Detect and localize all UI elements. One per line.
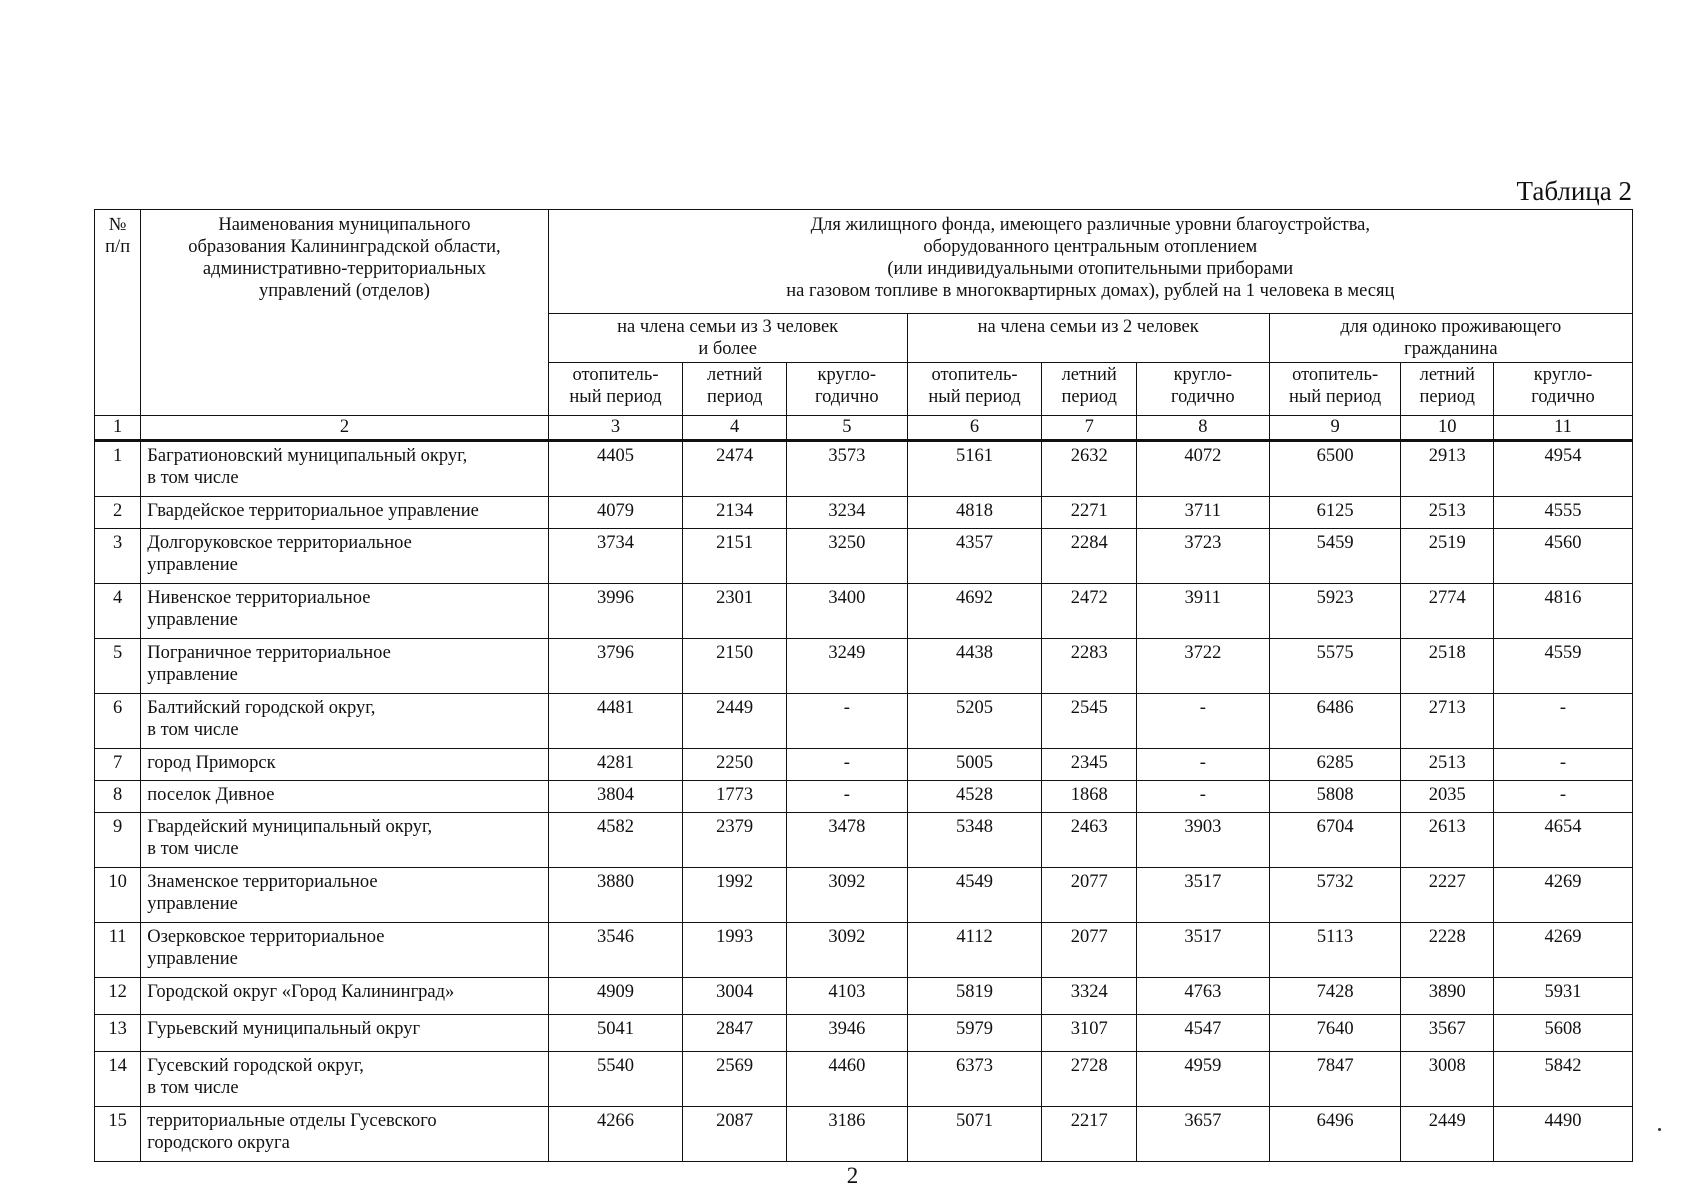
table-row: [95, 497, 1633, 529]
table-label: Таблица 2: [1516, 176, 1632, 206]
column-number: 3: [548, 416, 683, 441]
value-cell: 4560: [1494, 529, 1633, 584]
municipality-name: Гусевский городской округ, в том числе: [141, 1052, 548, 1107]
header-heating-period: отопитель- ный период: [548, 363, 683, 416]
value-cell: 4112: [907, 923, 1042, 978]
value-cell: 4547: [1136, 1015, 1269, 1052]
value-cell: 3573: [786, 441, 907, 497]
header-year-round: кругло- годично: [786, 363, 907, 416]
value-cell: 4816: [1494, 584, 1633, 639]
value-cell: 2077: [1042, 923, 1137, 978]
value-cell: 3250: [786, 529, 907, 584]
value-cell: 5041: [548, 1015, 683, 1052]
value-cell: 2077: [1042, 868, 1137, 923]
value-cell: 3567: [1401, 1015, 1494, 1052]
value-cell: -: [1136, 694, 1269, 749]
value-cell: 4490: [1494, 1107, 1633, 1162]
table-row: [95, 813, 1633, 868]
value-cell: 4266: [548, 1107, 683, 1162]
municipality-name: Пограничное территориальное управление: [141, 639, 548, 694]
value-cell: -: [786, 781, 907, 813]
value-cell: 4072: [1136, 441, 1269, 497]
value-cell: 4481: [548, 694, 683, 749]
value-cell: 6496: [1269, 1107, 1401, 1162]
value-cell: 3723: [1136, 529, 1269, 584]
value-cell: 3546: [548, 923, 683, 978]
value-cell: 4460: [786, 1052, 907, 1107]
column-number: 10: [1401, 416, 1494, 441]
header-heating-period: отопитель- ный период: [907, 363, 1042, 416]
value-cell: 4582: [548, 813, 683, 868]
value-cell: 3996: [548, 584, 683, 639]
value-cell: 3804: [548, 781, 683, 813]
value-cell: 2569: [683, 1052, 787, 1107]
value-cell: 4281: [548, 749, 683, 781]
value-cell: 3107: [1042, 1015, 1137, 1052]
row-number: 12: [95, 978, 141, 1015]
value-cell: 2463: [1042, 813, 1137, 868]
column-number: 8: [1136, 416, 1269, 441]
value-cell: -: [786, 749, 907, 781]
value-cell: 1992: [683, 868, 787, 923]
row-number: 7: [95, 749, 141, 781]
value-cell: -: [1136, 749, 1269, 781]
value-cell: 4357: [907, 529, 1042, 584]
municipality-name: Озерковское территориальное управление: [141, 923, 548, 978]
value-cell: 2472: [1042, 584, 1137, 639]
value-cell: 2713: [1401, 694, 1494, 749]
value-cell: 4103: [786, 978, 907, 1015]
column-number: 5: [786, 416, 907, 441]
municipality-name: Гвардейский муниципальный округ, в том числе: [141, 813, 548, 868]
value-cell: 2271: [1042, 497, 1137, 529]
value-cell: 4405: [548, 441, 683, 497]
value-cell: 5931: [1494, 978, 1633, 1015]
value-cell: 3946: [786, 1015, 907, 1052]
header-year-round: кругло- годично: [1136, 363, 1269, 416]
value-cell: 3517: [1136, 868, 1269, 923]
column-number-row: [95, 416, 1633, 441]
value-cell: 3796: [548, 639, 683, 694]
table-row: [95, 868, 1633, 923]
value-cell: 3400: [786, 584, 907, 639]
value-cell: 4528: [907, 781, 1042, 813]
municipality-name: Багратионовский муниципальный округ, в том числе: [141, 441, 548, 497]
value-cell: 3092: [786, 923, 907, 978]
value-cell: 5540: [548, 1052, 683, 1107]
value-cell: 2250: [683, 749, 787, 781]
municipality-name: Гвардейское территориальное управление: [141, 497, 548, 529]
row-number: 3: [95, 529, 141, 584]
value-cell: 5819: [907, 978, 1042, 1015]
row-number: 4: [95, 584, 141, 639]
value-cell: 2728: [1042, 1052, 1137, 1107]
value-cell: 2518: [1401, 639, 1494, 694]
value-cell: 2632: [1042, 441, 1137, 497]
value-cell: 4654: [1494, 813, 1633, 868]
header-name: Наименования муниципального образования Калининградской области, административно-территориальных управлений (отделов): [141, 210, 548, 416]
value-cell: 6486: [1269, 694, 1401, 749]
municipality-name: Балтийский городской округ, в том числе: [141, 694, 548, 749]
value-cell: 3517: [1136, 923, 1269, 978]
value-cell: 3890: [1401, 978, 1494, 1015]
column-number: 2: [141, 416, 548, 441]
column-number: 7: [1042, 416, 1137, 441]
table-row: [95, 923, 1633, 978]
value-cell: 6704: [1269, 813, 1401, 868]
value-cell: 5979: [907, 1015, 1042, 1052]
value-cell: 3722: [1136, 639, 1269, 694]
value-cell: 3092: [786, 868, 907, 923]
value-cell: 7428: [1269, 978, 1401, 1015]
value-cell: 2151: [683, 529, 787, 584]
value-cell: 2449: [1401, 1107, 1494, 1162]
table-row: [95, 529, 1633, 584]
header-summer-period: летний период: [1042, 363, 1137, 416]
value-cell: 3249: [786, 639, 907, 694]
row-number: 15: [95, 1107, 141, 1162]
municipality-name: поселок Дивное: [141, 781, 548, 813]
value-cell: 2134: [683, 497, 787, 529]
municipality-name: территориальные отделы Гусевского городского округа: [141, 1107, 548, 1162]
value-cell: 2513: [1401, 749, 1494, 781]
value-cell: 5205: [907, 694, 1042, 749]
value-cell: 2913: [1401, 441, 1494, 497]
header-main: Для жилищного фонда, имеющего различные уровни благоустройства, оборудованного центральным отоплением (или индивидуальными отопительными приборами на газовом топливе в многоквартирных домах), рублей на 1 человека в месяц: [548, 210, 1632, 314]
value-cell: 3880: [548, 868, 683, 923]
row-number: 10: [95, 868, 141, 923]
municipality-name: Долгоруковское территориальное управление: [141, 529, 548, 584]
value-cell: 4954: [1494, 441, 1633, 497]
value-cell: 3478: [786, 813, 907, 868]
column-number: 1: [95, 416, 141, 441]
value-cell: 4549: [907, 868, 1042, 923]
value-cell: 2774: [1401, 584, 1494, 639]
row-number: 1: [95, 441, 141, 497]
value-cell: 2227: [1401, 868, 1494, 923]
value-cell: 4269: [1494, 868, 1633, 923]
value-cell: -: [1494, 749, 1633, 781]
value-cell: 7640: [1269, 1015, 1401, 1052]
header-year-round: кругло- годично: [1494, 363, 1633, 416]
value-cell: 5071: [907, 1107, 1042, 1162]
table-row: [95, 694, 1633, 749]
value-cell: 3004: [683, 978, 787, 1015]
value-cell: 4559: [1494, 639, 1633, 694]
value-cell: 2847: [683, 1015, 787, 1052]
row-number: 2: [95, 497, 141, 529]
table-row: [95, 978, 1633, 1015]
value-cell: 1868: [1042, 781, 1137, 813]
value-cell: 2513: [1401, 497, 1494, 529]
table-row: [95, 441, 1633, 497]
table-row: [95, 1015, 1633, 1052]
value-cell: 4079: [548, 497, 683, 529]
value-cell: 3911: [1136, 584, 1269, 639]
value-cell: 5842: [1494, 1052, 1633, 1107]
value-cell: 2545: [1042, 694, 1137, 749]
municipality-name: город Приморск: [141, 749, 548, 781]
value-cell: 3734: [548, 529, 683, 584]
value-cell: 5161: [907, 441, 1042, 497]
value-cell: -: [786, 694, 907, 749]
value-cell: 4959: [1136, 1052, 1269, 1107]
column-number: 11: [1494, 416, 1633, 441]
value-cell: 3711: [1136, 497, 1269, 529]
value-cell: 2217: [1042, 1107, 1137, 1162]
value-cell: 5608: [1494, 1015, 1633, 1052]
value-cell: 2379: [683, 813, 787, 868]
municipality-name: Знаменское территориальное управление: [141, 868, 548, 923]
header-summer-period: летний период: [1401, 363, 1494, 416]
value-cell: 4692: [907, 584, 1042, 639]
page-number: 2: [846, 1163, 859, 1188]
table-row: [95, 639, 1633, 694]
value-cell: 5005: [907, 749, 1042, 781]
municipality-name: Городской округ «Город Калининград»: [141, 978, 548, 1015]
value-cell: 4763: [1136, 978, 1269, 1015]
value-cell: 3234: [786, 497, 907, 529]
value-cell: 6285: [1269, 749, 1401, 781]
value-cell: 5923: [1269, 584, 1401, 639]
value-cell: 5732: [1269, 868, 1401, 923]
value-cell: 2150: [683, 639, 787, 694]
municipality-name: Нивенское территориальное управление: [141, 584, 548, 639]
header-group-single: для одиноко проживающего гражданина: [1269, 314, 1632, 363]
row-number: 9: [95, 813, 141, 868]
header-group-2: на члена семьи из 2 человек: [907, 314, 1269, 363]
header-heating-period: отопитель- ный период: [1269, 363, 1401, 416]
table-row: [95, 749, 1633, 781]
table-row: [95, 781, 1633, 813]
value-cell: 1773: [683, 781, 787, 813]
value-cell: 6500: [1269, 441, 1401, 497]
column-number: 4: [683, 416, 787, 441]
value-cell: 7847: [1269, 1052, 1401, 1107]
value-cell: 4269: [1494, 923, 1633, 978]
value-cell: 2449: [683, 694, 787, 749]
column-number: 9: [1269, 416, 1401, 441]
value-cell: 1993: [683, 923, 787, 978]
value-cell: 5808: [1269, 781, 1401, 813]
value-cell: 2301: [683, 584, 787, 639]
table-row: [95, 1052, 1633, 1107]
scan-speck: [1658, 1128, 1661, 1131]
row-number: 14: [95, 1052, 141, 1107]
value-cell: 2087: [683, 1107, 787, 1162]
value-cell: 2284: [1042, 529, 1137, 584]
value-cell: 3186: [786, 1107, 907, 1162]
value-cell: 4555: [1494, 497, 1633, 529]
row-number: 8: [95, 781, 141, 813]
value-cell: -: [1494, 781, 1633, 813]
value-cell: 5348: [907, 813, 1042, 868]
column-number: 6: [907, 416, 1042, 441]
value-cell: 2345: [1042, 749, 1137, 781]
value-cell: 4438: [907, 639, 1042, 694]
header-summer-period: летний период: [683, 363, 787, 416]
value-cell: 5459: [1269, 529, 1401, 584]
row-number: 11: [95, 923, 141, 978]
value-cell: 2474: [683, 441, 787, 497]
value-cell: 3324: [1042, 978, 1137, 1015]
value-cell: 6125: [1269, 497, 1401, 529]
municipality-name: Гурьевский муниципальный округ: [141, 1015, 548, 1052]
value-cell: 2613: [1401, 813, 1494, 868]
value-cell: 5113: [1269, 923, 1401, 978]
value-cell: 4909: [548, 978, 683, 1015]
value-cell: -: [1494, 694, 1633, 749]
value-cell: 3657: [1136, 1107, 1269, 1162]
value-cell: -: [1136, 781, 1269, 813]
value-cell: 4818: [907, 497, 1042, 529]
value-cell: 2283: [1042, 639, 1137, 694]
value-cell: 5575: [1269, 639, 1401, 694]
value-cell: 2228: [1401, 923, 1494, 978]
value-cell: 6373: [907, 1052, 1042, 1107]
value-cell: 2519: [1401, 529, 1494, 584]
row-number: 5: [95, 639, 141, 694]
header-group-3plus: на члена семьи из 3 человек и более: [548, 314, 907, 363]
table-row: [95, 1107, 1633, 1162]
row-number: 6: [95, 694, 141, 749]
value-cell: 3008: [1401, 1052, 1494, 1107]
tariff-table: [94, 209, 1633, 1162]
value-cell: 2035: [1401, 781, 1494, 813]
value-cell: 3903: [1136, 813, 1269, 868]
table-row: [95, 584, 1633, 639]
row-number: 13: [95, 1015, 141, 1052]
header-num: № п/п: [95, 210, 141, 416]
